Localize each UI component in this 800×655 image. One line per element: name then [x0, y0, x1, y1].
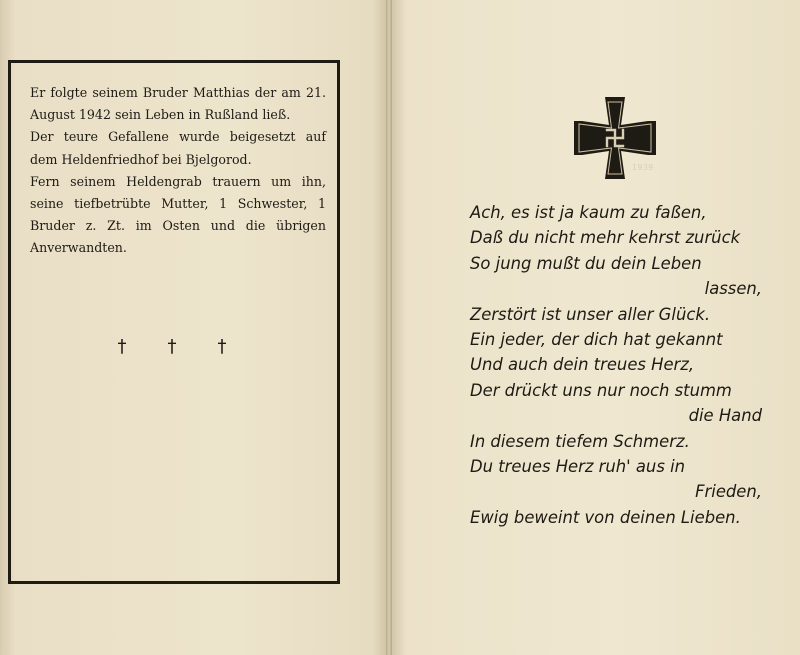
notice-paragraph: Fern seinem Heldengrab trauern um ihn, seine tiefbetrübte Mutter, 1 Schwester, 1 Bruder z. Zt. im Osten und die übrigen Anverwandten. [30, 173, 326, 256]
poem-line: Frieden, [695, 482, 762, 502]
cross-icon: † [167, 336, 177, 357]
poem-line: Ein jeder, der dich hat gekannt [470, 330, 723, 350]
poem-line: In diesem tiefem Schmerz. [470, 431, 690, 451]
poem-line: Der drückt uns nur noch stumm [470, 380, 732, 400]
notice-paragraph: Er folgte seinem Bruder Matthias der am 21. August 1942 sein Leben in Rußland ließ. [30, 85, 326, 123]
poem-line: Daß du nicht mehr kehrst zurück [470, 228, 741, 248]
death-notice-text [30, 82, 326, 260]
emblem-year: 1939 [632, 163, 654, 172]
crosses-row [112, 336, 232, 357]
memorial-poem [470, 200, 762, 530]
poem-line: die Hand [688, 406, 762, 426]
poem-line: Und auch dein treues Herz, [470, 355, 695, 375]
page-fold [386, 0, 392, 655]
poem-line: Ach, es ist ja kaum zu faßen, [470, 203, 707, 222]
cross-icon: † [217, 336, 227, 357]
poem-line: Du treues Herz ruh' aus in [470, 457, 686, 477]
poem-line: lassen, [704, 279, 762, 299]
notice-paragraph: Der teure Gefallene wurde beigesetzt auf dem Heldenfriedhof bei Bjelgorod. [30, 129, 326, 167]
poem-line: Ewig beweint von deinen Lieben. [470, 507, 741, 527]
poem-line: Zerstört ist unser aller Glück. [470, 304, 711, 324]
poem-line: So jung mußt du dein Leben [470, 253, 702, 273]
cross-icon: † [117, 336, 127, 357]
